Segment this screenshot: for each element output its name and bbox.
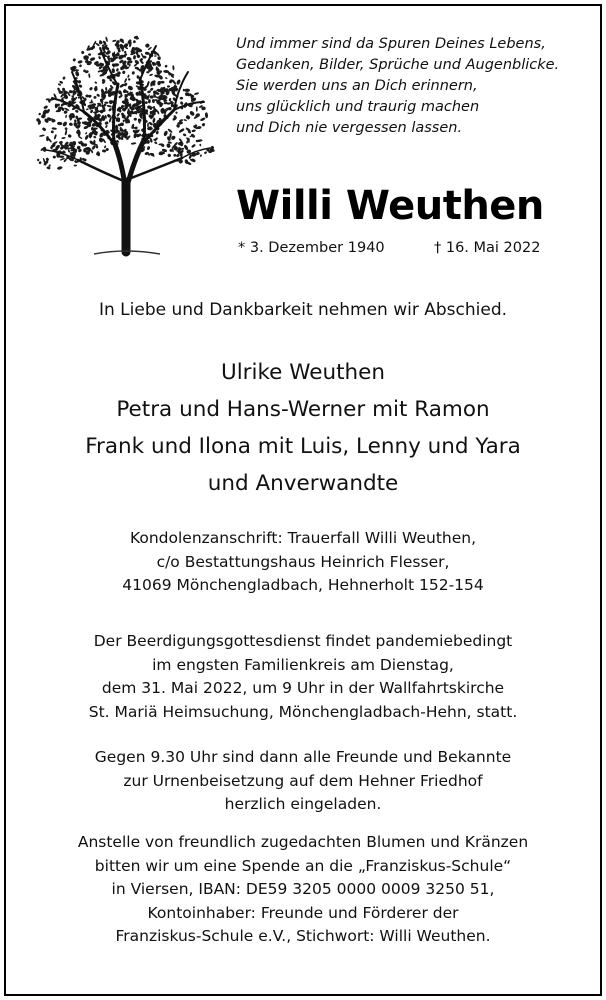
leaf: [184, 89, 190, 93]
leaf: [181, 148, 184, 151]
leaf: [173, 154, 176, 157]
leaf: [185, 114, 191, 120]
leaf: [200, 117, 206, 122]
mourner: Frank und Ilona mit Luis, Lenny und Yara: [85, 434, 521, 459]
leaf: [166, 143, 171, 148]
leaf: [133, 55, 136, 60]
leaf: [89, 86, 93, 91]
leaf: [116, 113, 120, 118]
leaf: [150, 95, 154, 99]
leaf: [134, 126, 138, 130]
donation-line: Kontoinhaber: Freunde und Förderer der: [147, 903, 459, 922]
poem: [236, 34, 586, 139]
service-line: im engsten Familienkreis am Dienstag,: [152, 655, 454, 674]
leaf: [61, 137, 65, 139]
leaf: [93, 135, 97, 138]
leaf: [157, 56, 161, 60]
leaf: [94, 81, 97, 84]
leaf: [167, 128, 173, 133]
leaf: [194, 92, 199, 96]
leaf: [116, 68, 120, 72]
birth-date: * 3. Dezember 1940: [238, 240, 385, 256]
leaf: [167, 153, 172, 158]
service-line: St. Mariä Heimsuchung, Mönchengladbach-Hehn, statt.: [88, 702, 518, 721]
leaf: [89, 57, 95, 62]
burial-line: herzlich eingeladen.: [224, 795, 382, 813]
burial-line: zur Urnenbeisetzung auf dem Hehner Friedhof: [123, 771, 483, 790]
leaf: [104, 121, 109, 125]
leaf: [108, 108, 112, 112]
leaf: [127, 74, 130, 78]
leaf: [75, 109, 79, 113]
leaf: [46, 166, 51, 170]
condolence-address: [10, 527, 596, 598]
poem-line: Gedanken, Bilder, Sprüche und Augenblicke.: [236, 57, 560, 73]
burial-info: [10, 746, 596, 817]
leaf: [163, 130, 168, 137]
leaf: [119, 83, 125, 88]
leaf: [62, 121, 68, 127]
condolence-line: 41069 Mönchengladbach, Hehnerholt 152-154: [122, 576, 484, 594]
leaf: [124, 78, 128, 83]
leaf: [154, 141, 158, 145]
leaf: [105, 125, 108, 129]
leaf: [74, 165, 77, 167]
leaf: [133, 40, 136, 43]
leaf: [191, 129, 196, 132]
leaf: [127, 85, 134, 91]
leaf: [205, 112, 208, 118]
leaf: [122, 70, 125, 74]
leaf: [107, 105, 112, 108]
service-line: dem 31. Mai 2022, um 9 Uhr in der Wallfahrtskirche: [101, 679, 505, 697]
leaf: [204, 151, 208, 154]
leaf: [145, 101, 148, 104]
leaf: [105, 36, 108, 42]
leaf: [147, 123, 149, 128]
leaf: [38, 161, 42, 165]
leaf: [183, 133, 187, 137]
leaf: [37, 158, 40, 161]
death-date: † 16. Mai 2022: [434, 240, 541, 256]
leaf: [183, 119, 187, 122]
leaf: [128, 78, 131, 81]
leaf: [189, 110, 195, 117]
leaf: [131, 142, 137, 145]
leaf: [59, 80, 63, 84]
leaf: [85, 132, 88, 135]
leaf: [114, 42, 120, 47]
leaf: [196, 106, 198, 112]
leaf: [96, 93, 100, 97]
leaf: [72, 58, 76, 62]
poem-line: uns glücklich und traurig machen: [236, 99, 480, 115]
deceased-name: Willi Weuthen: [236, 183, 544, 229]
mourner: und Anverwandte: [207, 471, 399, 496]
leaf: [95, 145, 98, 148]
leaf: [77, 80, 81, 84]
burial-line: Gegen 9.30 Uhr sind dann alle Freunde und Bekannte: [94, 748, 512, 766]
leaf: [104, 102, 108, 104]
leaf: [68, 149, 71, 152]
leaf: [156, 131, 159, 135]
leaf: [88, 53, 91, 56]
leaf: [94, 86, 98, 92]
leaf: [58, 83, 62, 86]
leaf: [53, 134, 57, 140]
leaf: [88, 73, 90, 78]
leaf: [132, 71, 136, 75]
leaf: [134, 118, 137, 121]
leaf: [86, 108, 89, 111]
leaf: [167, 85, 171, 88]
leaf: [98, 56, 101, 60]
leaf: [98, 40, 103, 45]
leaf: [98, 137, 104, 143]
leaf: [69, 122, 74, 126]
donation-line: bitten wir um eine Spende an die „Franziskus-Schule“: [94, 856, 512, 875]
leaf: [165, 77, 168, 79]
leaf: [176, 79, 181, 85]
farewell-line: In Liebe und Dankbarkeit nehmen wir Abschied.: [98, 300, 508, 320]
leaf: [158, 143, 164, 145]
mourner: Petra und Hans-Werner mit Ramon: [116, 397, 490, 422]
leaf: [154, 55, 157, 57]
leaf: [109, 100, 113, 105]
leaf: [81, 50, 85, 54]
leaf: [172, 65, 175, 70]
poem-line: und Dich nie vergessen lassen.: [236, 120, 463, 136]
leaf: [201, 122, 205, 126]
donation-line: Franziskus-Schule e.V., Stichwort: Willi Weuthen.: [115, 927, 491, 945]
leaf: [57, 166, 63, 170]
leaf: [51, 127, 56, 130]
leaf: [180, 101, 184, 106]
funeral-service-info: [10, 630, 596, 724]
leaf: [62, 76, 66, 80]
leaf: [147, 146, 151, 151]
leaf: [105, 87, 107, 91]
leaf: [118, 94, 123, 99]
mourners-list: [10, 354, 596, 502]
leaf: [124, 51, 127, 54]
leaf: [126, 57, 132, 62]
leaf: [108, 117, 112, 123]
leaf: [179, 97, 183, 100]
leaf: [52, 155, 56, 159]
mourner: Ulrike Weuthen: [220, 360, 386, 385]
leaf: [199, 144, 201, 147]
leaf: [104, 145, 107, 148]
leaf: [42, 127, 47, 132]
leaf: [39, 134, 45, 137]
leaf: [77, 60, 82, 64]
donation-line: in Viersen, IBAN: DE59 3205 0000 0009 3250 51,: [111, 880, 495, 898]
leaf: [51, 130, 54, 133]
service-line: Der Beerdigungsgottesdienst findet pandemiebedingt: [93, 632, 513, 650]
leaf: [43, 105, 48, 109]
condolence-line: Kondolenzanschrift: Trauerfall Willi Weuthen,: [129, 529, 477, 547]
poem-line: Und immer sind da Spuren Deines Lebens,: [236, 36, 546, 52]
leaf: [75, 71, 80, 77]
leaf: [148, 99, 151, 103]
leaf: [200, 154, 203, 157]
leaf: [75, 69, 79, 71]
leaf: [84, 134, 89, 140]
leaf: [164, 64, 168, 68]
leaf: [175, 111, 178, 114]
condolence-line: c/o Bestattungshaus Heinrich Flesser,: [156, 552, 450, 571]
leaf: [152, 117, 156, 123]
poem-line: Sie werden uns an Dich erinnern,: [236, 78, 478, 94]
leaf: [191, 144, 196, 149]
leaf: [145, 43, 151, 49]
leaf: [65, 115, 67, 118]
leaf: [67, 134, 72, 138]
leaf: [188, 137, 190, 143]
leaf: [59, 141, 64, 145]
leaf: [38, 113, 40, 116]
donation-info: [10, 831, 596, 949]
leaf: [151, 61, 157, 66]
donation-line: Anstelle von freundlich zugedachten Blumen und Kränzen: [77, 833, 529, 851]
tree-icon: [22, 32, 218, 258]
leaf: [79, 64, 83, 68]
leaf: [112, 39, 117, 42]
leaf: [149, 73, 153, 76]
leaf: [107, 76, 113, 80]
leaf: [94, 96, 97, 99]
leaf: [69, 90, 73, 93]
